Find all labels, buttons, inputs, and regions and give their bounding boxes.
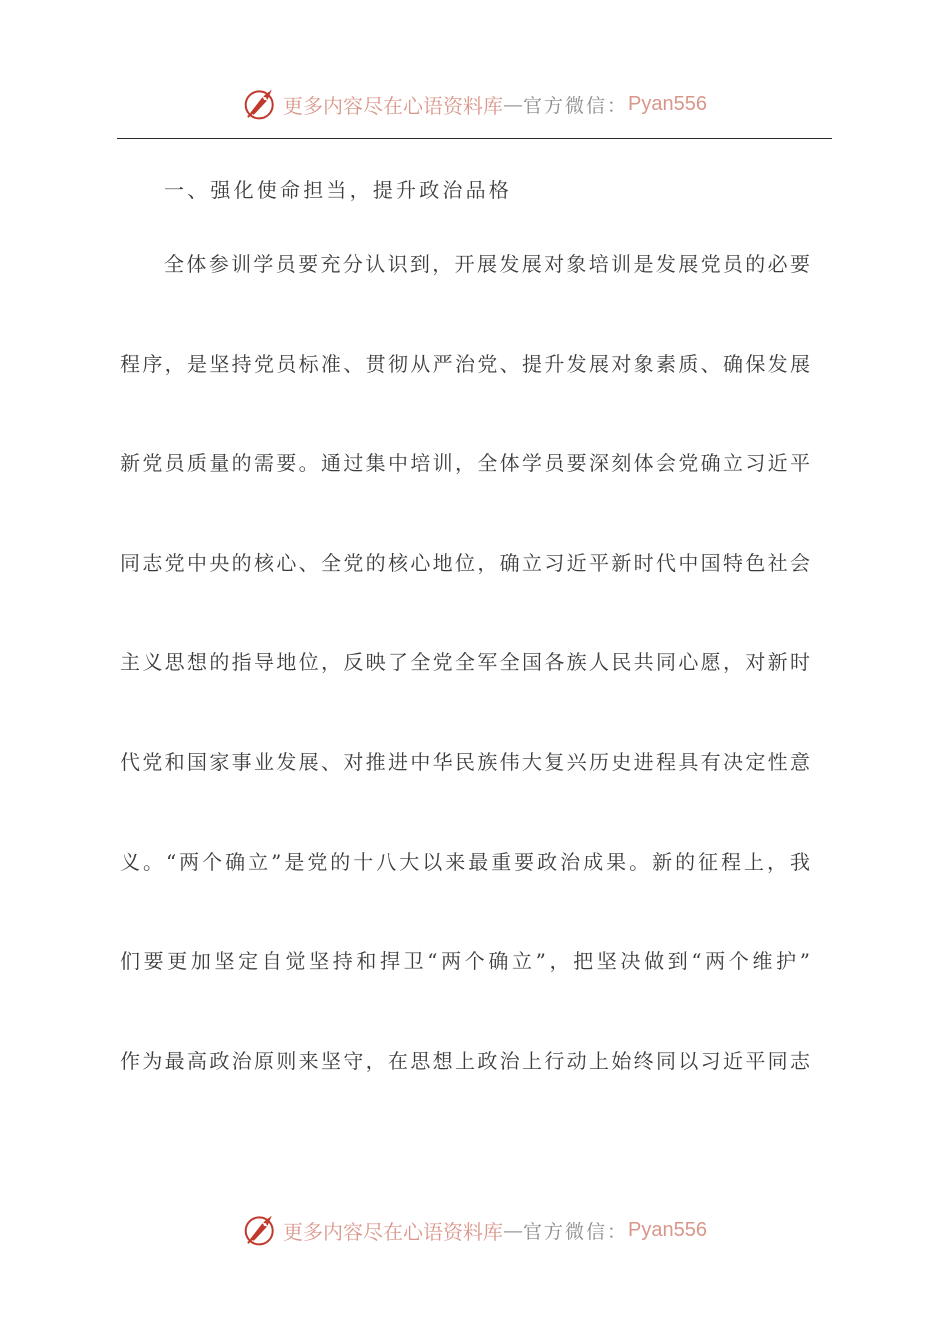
banner-brand-text: 更多内容尽在心语资料库: [283, 1219, 503, 1244]
banner-wechat-label: 官方微信：: [523, 94, 629, 117]
body-line: 义。“两个确立”是党的十八大以来最重要政治成果。新的征程上，我: [120, 849, 810, 874]
body-paragraph: [120, 248, 810, 1144]
body-line: 同志党中央的核心、全党的核心地位，确立习近平新时代中国特色社会: [120, 550, 810, 575]
banner-wechat-id: Pyan556: [628, 1218, 707, 1241]
pen-nib-logo-icon: [243, 1212, 279, 1248]
body-line: 新党员质量的需要。通过集中培训，全体学员要深刻体会党确立习近平: [120, 451, 810, 476]
body-line: 代党和国家事业发展、对推进中华民族伟大复兴历史进程具有决定性意: [120, 749, 810, 774]
banner-brand-text: 更多内容尽在心语资料库: [283, 93, 503, 118]
body-line: 作为最高政治原则来坚守，在思想上政治上行动上始终同以习近平同志: [120, 1048, 810, 1073]
pen-nib-logo-icon: [243, 86, 279, 122]
header-divider: [117, 138, 832, 139]
body-line: 全体参训学员要充分认识到，开展发展对象培训是发展党员的必要: [164, 252, 810, 276]
banner-dash: —: [503, 1218, 523, 1242]
body-line: 们要更加坚定自觉坚持和捍卫“两个确立”，把坚决做到“两个维护”: [120, 949, 810, 974]
banner-wechat-id: Pyan556: [628, 92, 707, 115]
banner-wechat-label: 官方微信：: [523, 1220, 629, 1243]
body-line: 程序，是坚持党员标准、贯彻从严治党、提升发展对象素质、确保发展: [120, 351, 810, 376]
footer-banner: [0, 1208, 950, 1252]
section-heading: 一、强化使命担当，提升政治品格: [164, 178, 512, 202]
body-line: 主义思想的指导地位，反映了全党全军全国各族人民共同心愿，对新时: [120, 650, 810, 675]
header-banner: [0, 82, 950, 126]
banner-dash: —: [503, 92, 523, 116]
